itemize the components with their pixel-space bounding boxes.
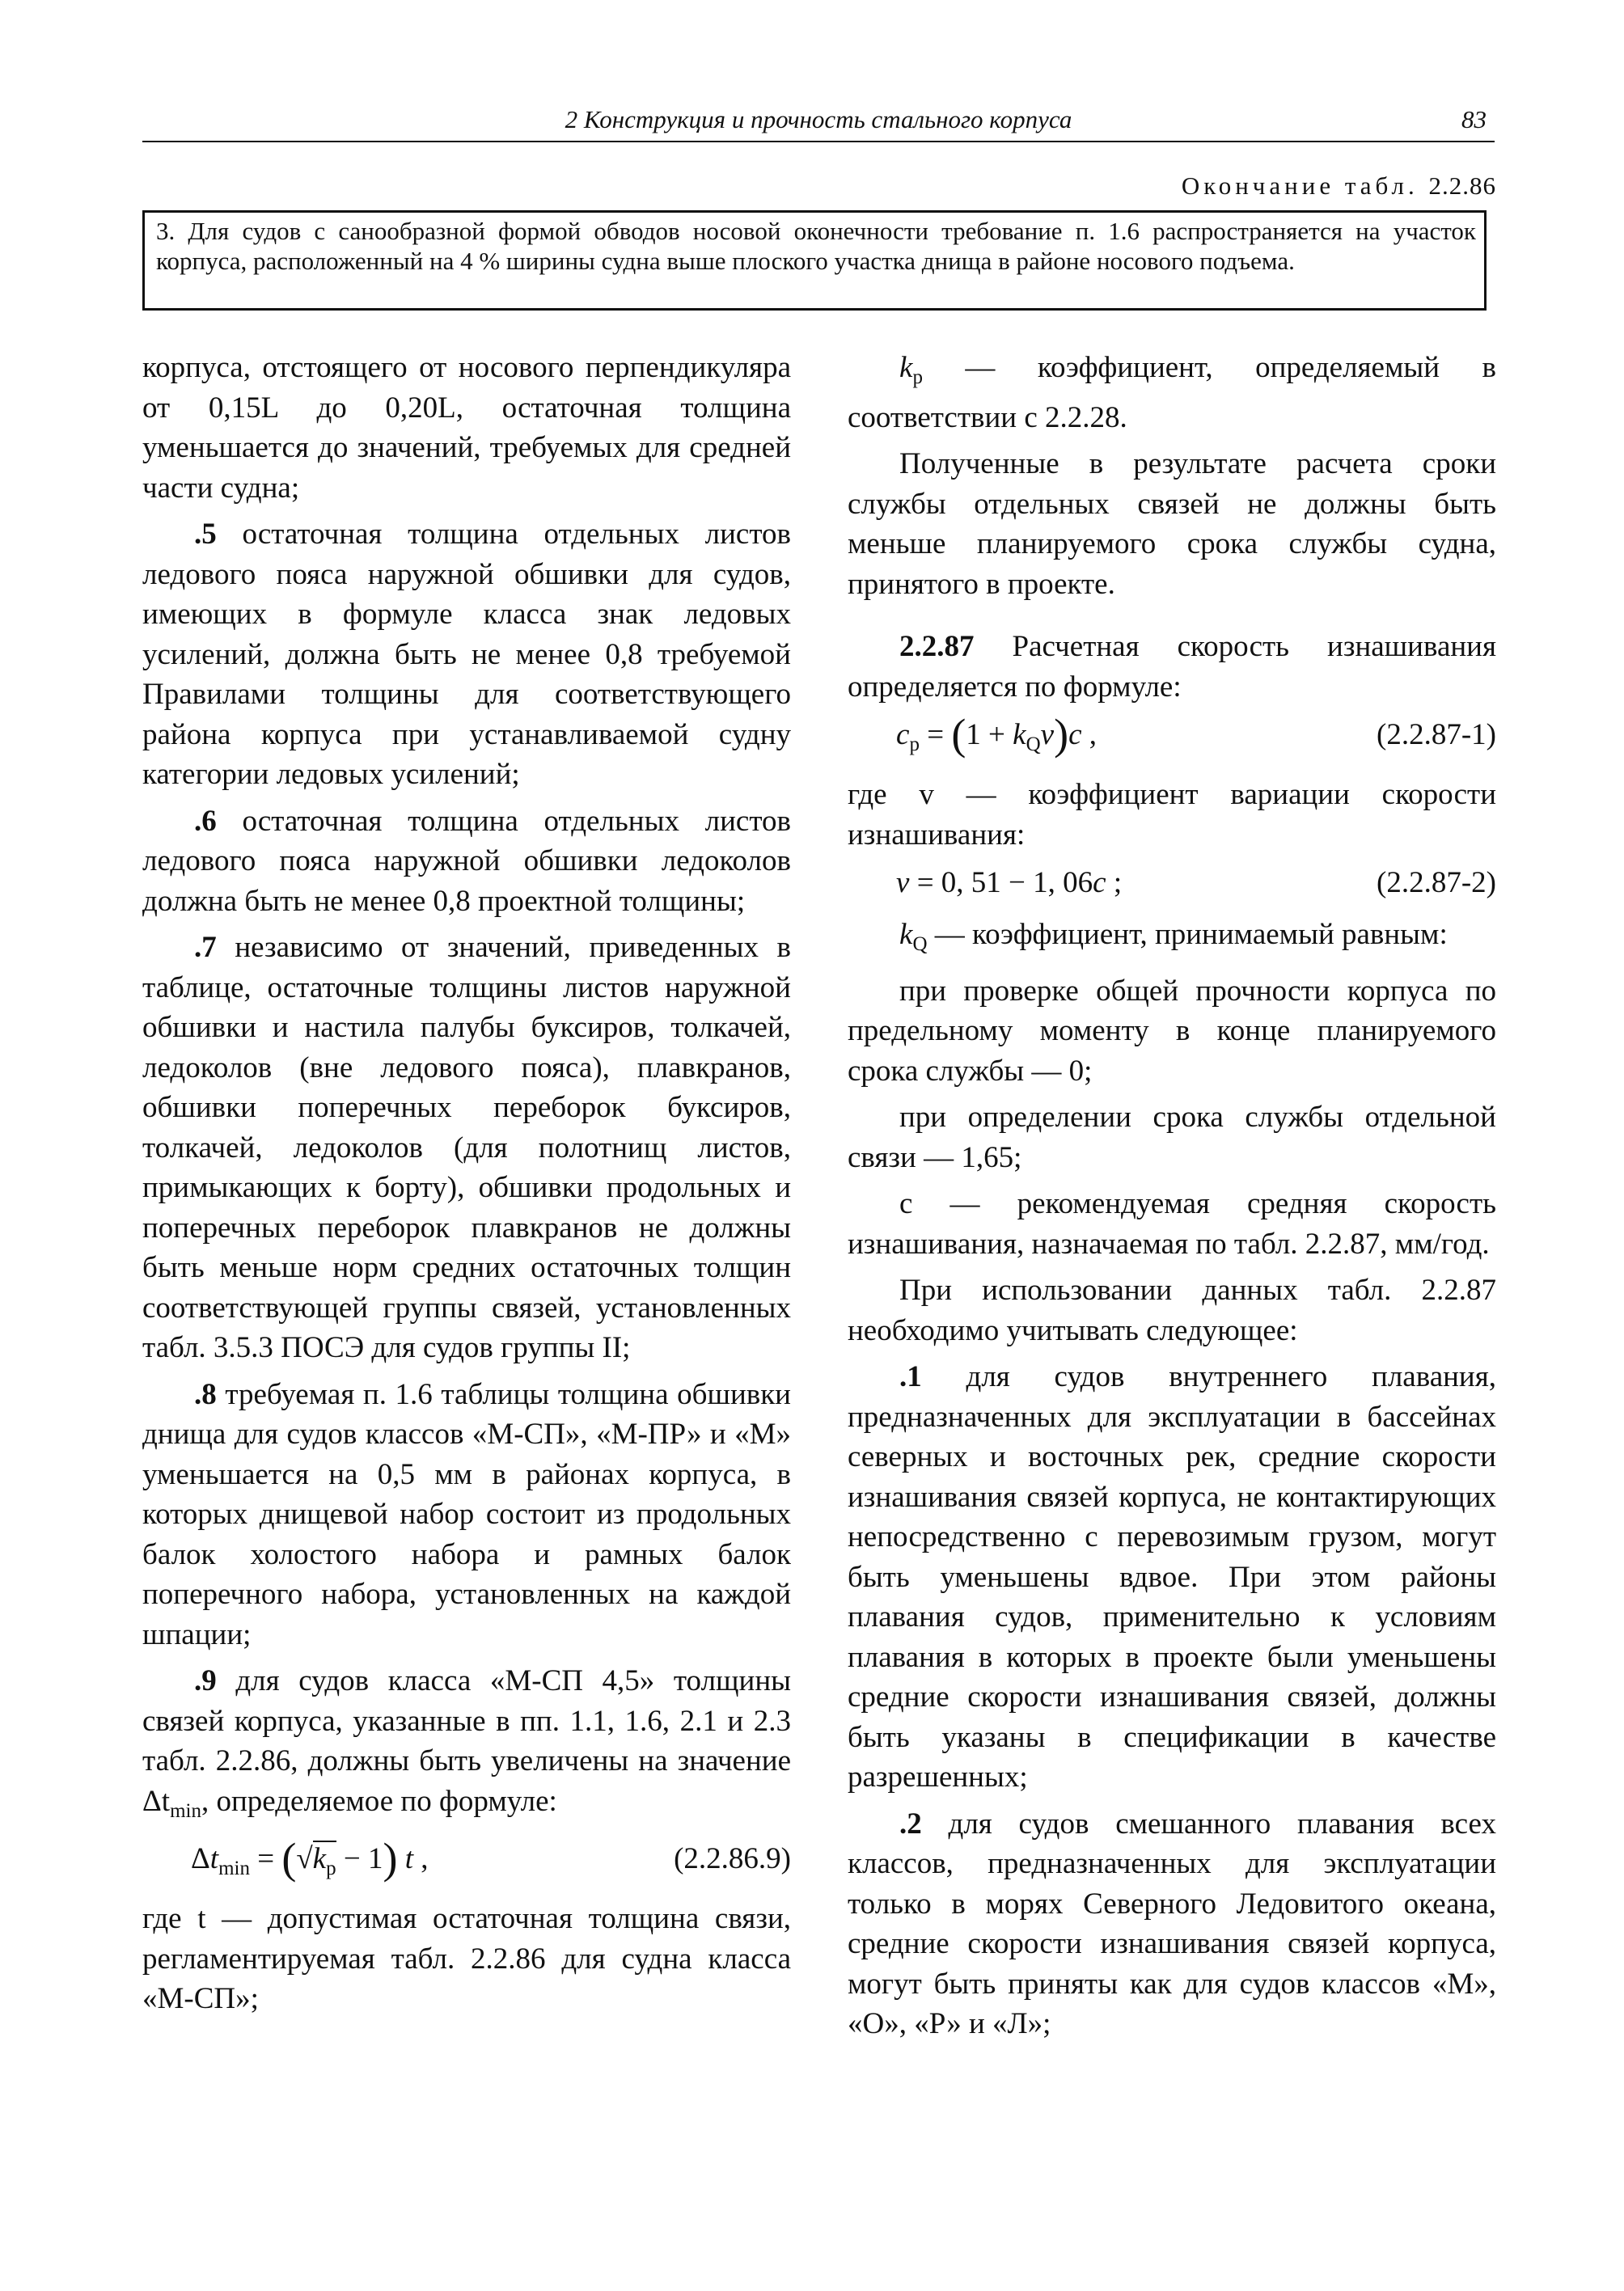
table-continuation-label: [1182, 171, 1496, 201]
section-2-2-87: [848, 627, 1496, 707]
service-life-paragraph: Полученные в результате расчета сроки службы отдельных связей не должны быть меньше планируемого срока службы судна, принятого в проекте.: [848, 447, 1496, 601]
section-text: Расчетная скорость изнашивания определяется по формуле:: [848, 630, 1496, 704]
page-number: 83: [1461, 105, 1487, 133]
kp-definition-text: — коэффициент, определяемый в соответствии с 2.2.28.: [848, 351, 1497, 434]
kp-definition: $k_p$ — коэффициент, определяемый в соответствии с 2.2.28.: [848, 351, 1497, 434]
item-5: [142, 514, 791, 795]
item-text: независимо от значений, приведенных в таблице, остаточные толщины листов наружной обшивки и настила палубы буксиров, толкачей, ледоколов (вне ледового пояса), плавкранов, обшивки поперечных переборок буксиров, толкачей, ледоколов (для полотнищ листов, примыкающих к борту), обшивки продольных и поперечных переборок плавкранов не должны быть меньше норм средних остаточных толщин соответствующей группы связей, установленных табл. 3.5.3 ПОСЭ для судов группы II;: [142, 931, 791, 1364]
item-number: .2: [899, 1807, 922, 1841]
running-header: [142, 102, 1495, 142]
item-text: остаточная толщина отдельных листов ледового пояса наружной обшивки ледоколов должна быть не менее 0,8 проектной толщины;: [142, 804, 791, 918]
subscript: min: [170, 1799, 201, 1822]
formula-2-2-86-9: [142, 1834, 791, 1891]
item-2: [848, 1804, 1496, 2044]
where-v-definition: где v — коэффициент вариации скорости изнашивания:: [848, 778, 1496, 852]
left-column: [142, 348, 791, 2026]
formula-expression: $\Delta t_{min} = (√k_p - 1)$ t ,: [191, 1834, 429, 1883]
item-8: [142, 1375, 791, 1655]
item-1: [848, 1357, 1496, 1798]
formula-2-2-87-1: [848, 710, 1496, 767]
item-number: .6: [194, 804, 217, 838]
paragraph-continued: корпуса, отстоящего от носового перпендикуляра от 0,15L до 0,20L, остаточная толщина уменьшается до значений, требуемых для средней части судна;: [142, 351, 791, 505]
item-text: , определяемое по формуле:: [201, 1784, 557, 1818]
kq-definition-text: — коэффициент, принимаемый равным:: [934, 918, 1448, 951]
kq-definition: $k_Q$ — коэффициент, принимаемый равным:: [899, 918, 1448, 955]
item-text: для судов смешанного плавания всех классов, предназначенных для эксплуатации только в морях Северного Ледовитого океана, средние скорости изнашивания связей корпуса, могут быть приняты как для судов классов «М», «О», «Р» и «Л»;: [848, 1807, 1496, 2040]
section-number: 2.2.87: [899, 630, 975, 663]
item-text: остаточная толщина отдельных листов ледового пояса наружной обшивки для судов, имеющих в формуле класса знак ледовых усилений, должна быть не менее 0,8 требуемой Правилами толщины для соответствующего района корпуса при устанавливаемой судну категории ледовых усилений;: [142, 518, 791, 791]
item-number: .1: [899, 1360, 922, 1393]
chapter-title: 2 Конструкция и прочность стального корпуса: [565, 105, 1072, 133]
where-t-definition: где t — допустимая остаточная толщина связи, регламентируемая табл. 2.2.86 для судна класса «М-СП»;: [142, 1902, 791, 2015]
formula-number: (2.2.87-2): [1377, 866, 1496, 899]
continuation-text: Окончание табл.: [1181, 171, 1419, 200]
formula-expression: v = 0, 51 − 1, 06c ;: [896, 866, 1123, 899]
item-6: [142, 801, 791, 922]
kq-case-1: при проверке общей прочности корпуса по предельному моменту в конце планируемого срока службы — 0;: [848, 974, 1496, 1088]
item-7: [142, 928, 791, 1368]
item-text: для судов внутреннего плавания, предназначенных для эксплуатации в бассейнах северных и восточных рек, средние скорости изнашивания связей корпуса, не контактирующих непосредственно с перевозимым грузом, могут быть уменьшены вдвое. При этом районы плавания судов, применительно к условиям плавания в которых в проекте были уменьшены средние скорости изнашивания связей, должны быть указаны в спецификации в качестве разрешенных;: [848, 1360, 1496, 1794]
item-number: .8: [194, 1377, 217, 1411]
c-definition: c — рекомендуемая средняя скорость изнашивания, назначаемая по табл. 2.2.87, мм/год.: [848, 1187, 1496, 1261]
item-text: для судов класса «М-СП 4,5» толщины связей корпуса, указанные в пп. 1.1, 1.6, 2.1 и 2.3 табл. 2.2.86, должны быть увеличены на значение Δt: [142, 1664, 791, 1818]
usage-paragraph: При использовании данных табл. 2.2.87 необходимо учитывать следующее:: [848, 1274, 1496, 1347]
item-number: .7: [194, 931, 217, 964]
formula-expression: $c_p = (1 + k_Qv)c$ ,: [896, 710, 1097, 759]
formula-2-2-87-2: [848, 863, 1496, 907]
kq-case-2: при определении срока службы отдельной связи — 1,65;: [848, 1101, 1496, 1174]
item-number: .5: [194, 518, 217, 551]
item-9: [142, 1661, 791, 1831]
item-number: .9: [194, 1664, 217, 1697]
item-text: требуемая п. 1.6 таблицы толщина обшивки днища для судов классов «М-СП», «М-ПР» и «М» уменьшается на 0,5 мм в районах корпуса, в которых днищевой набор состоит из продольных балок холостого набора и рамных балок поперечного набора, установленных на каждой шпации;: [142, 1377, 791, 1651]
table-note-box: 3. Для судов с санообразной формой обводов носовой оконечности требование п. 1.6 распространяется на участок корпуса, расположенный на 4 % ширины судна выше плоского участка днища в районе носового подъема.: [142, 210, 1487, 311]
formula-number: (2.2.87-1): [1377, 718, 1496, 751]
right-column: [848, 348, 1496, 2051]
table-number: 2.2.86: [1428, 171, 1496, 200]
formula-number: (2.2.86.9): [674, 1842, 791, 1875]
